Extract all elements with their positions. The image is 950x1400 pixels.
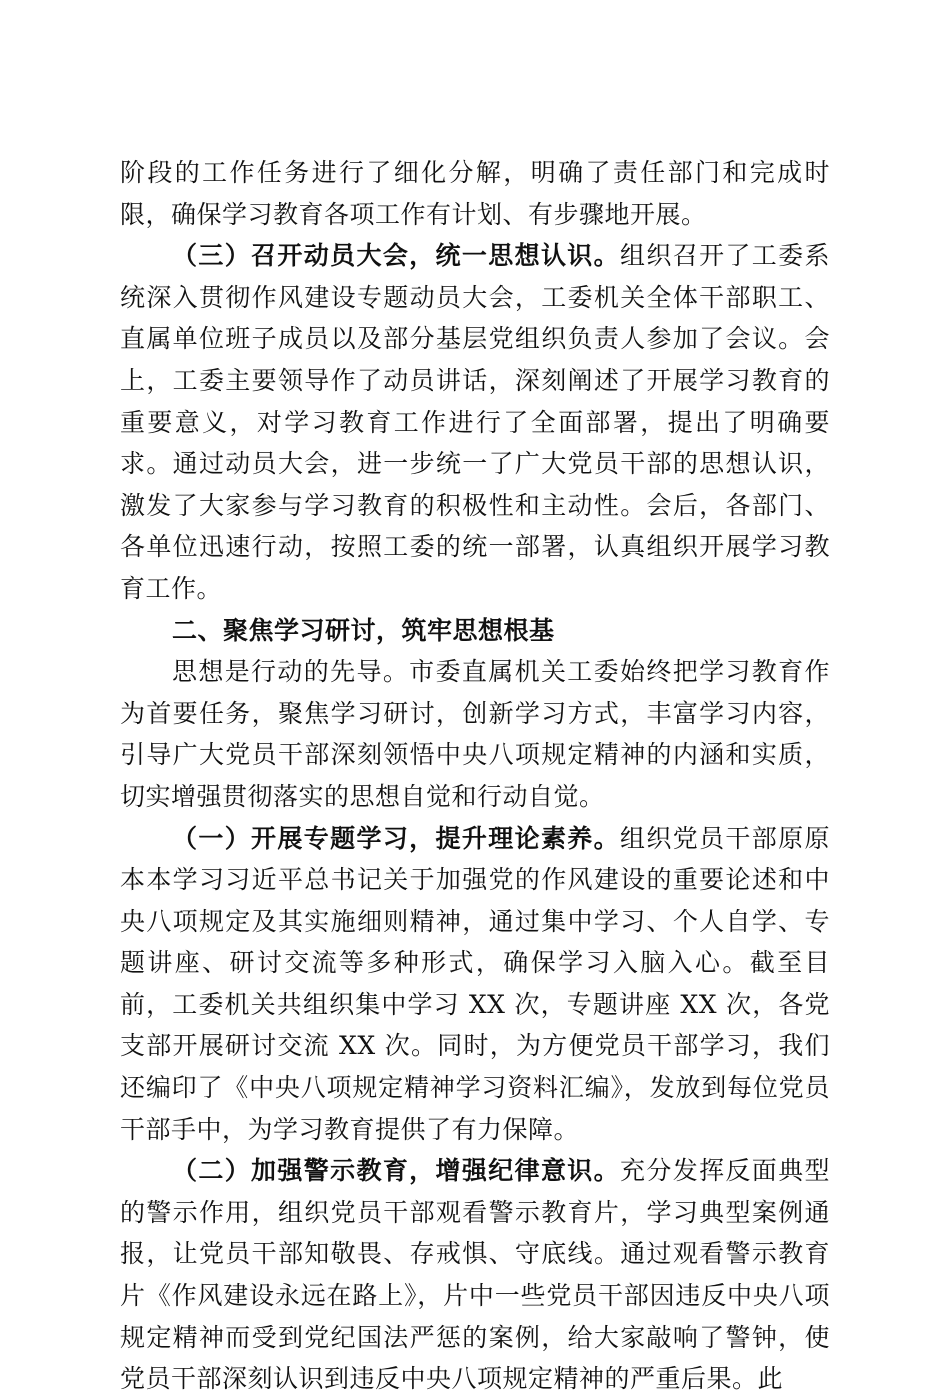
paragraph-text: 组织召开了工委系统深入贯彻作风建设专题动员大会，工委机关全体干部职工、直属单位班子成员以及部分基层党组织负责人参加了会议。会上，工委主要领导作了动员讲话，深刻阐述了开展学习教育的重要意义，对学习教育工作进行了全面部署，提出了明确要求。通过动员大会，进一步统一了广大党员干部的思想认识，激发了大家参与学习教育的积极性和主动性。会后，各部门、各单位迅速行动，按照工委的统一部署，认真组织开展学习教育工作。	[120, 241, 830, 603]
paragraph-lead: （一）开展专题学习，提升理论素养。	[172, 823, 621, 853]
paragraph-text: 组织党员干部原原本本学习习近平总书记关于加强党的作风建设的重要论述和中央八项规定及其实施细则精神，通过集中学习、个人自学、专题讲座、研讨交流等多种形式，确保学习入脑入心。截至目前，工委机关共组织集中学习 XX 次，专题讲座 XX 次，各党支部开展研讨交流 XX 次。同时，为方便党员干部学习，我们还编印了《中央八项规定精神学习资料汇编》，发放到每位党员干部手中，为学习教育提供了有力保障。	[120, 823, 830, 1144]
paragraph-lead: （三）召开动员大会，统一思想认识。	[172, 241, 621, 271]
section-heading: 二、聚焦学习研讨，筑牢思想根基	[172, 615, 555, 645]
paragraph-special-study	[120, 818, 830, 1151]
paragraph-text: 思想是行动的先导。市委直属机关工委始终把学习教育作为首要任务，聚焦学习研讨，创新学习方式，丰富学习内容，引导广大党员干部深刻领悟中央八项规定精神的内涵和实质，切实增强贯彻落实的思想自觉和行动自觉。	[120, 657, 830, 811]
paragraph-continuation	[120, 152, 830, 235]
paragraph-warning-education	[120, 1150, 830, 1400]
paragraph-text: 阶段的工作任务进行了细化分解，明确了责任部门和完成时限，确保学习教育各项工作有计划、有步骤地开展。	[120, 158, 830, 229]
paragraph-lead: （二）加强警示教育，增强纪律意识。	[172, 1156, 621, 1186]
paragraph-text: 充分发挥反面典型的警示作用，组织党员干部观看警示教育片，学习典型案例通报，让党员干部知敬畏、存戒惧、守底线。通过观看警示教育片《作风建设永远在路上》，片中一些党员干部因违反中央八项规定精神而受到党纪国法严惩的案例，给大家敲响了警钟，使党员干部深刻认识到违反中央八项规定精神的严重后果。此	[120, 1156, 830, 1394]
paragraph-mobilization-meeting	[120, 235, 830, 609]
document-page	[120, 152, 830, 1400]
paragraph-section-intro	[120, 651, 830, 817]
